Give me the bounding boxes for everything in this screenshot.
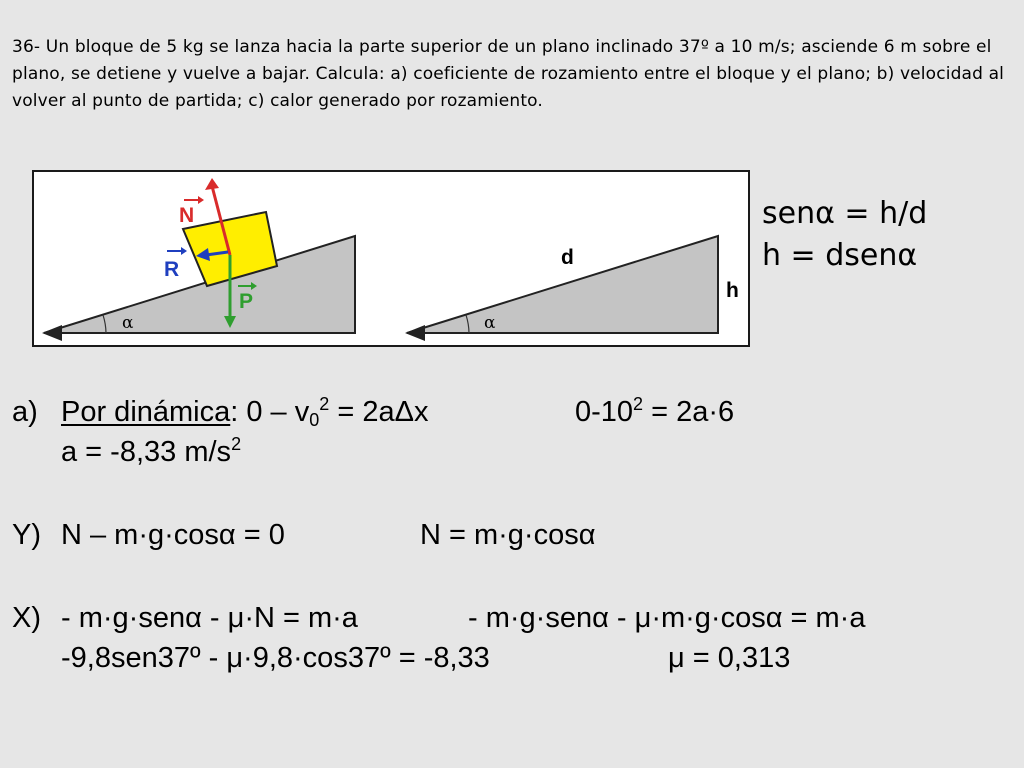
formula-sine-definition: senα = h/d — [762, 196, 928, 231]
hypotenuse-label: d — [561, 246, 574, 269]
acceleration-unit-exponent: 2 — [231, 434, 242, 454]
formula-height: h = dsenα — [762, 238, 918, 273]
part-a-result — [61, 436, 241, 469]
acceleration-value: a = -8,33 m/s — [61, 436, 232, 468]
x-axis-equation: - m·g·senα - μ·N = m·a — [61, 602, 358, 634]
x-axis-marker: X) — [12, 602, 41, 634]
part-a-equation — [61, 396, 428, 429]
kinematics-rhs: = 2aΔx — [329, 396, 429, 428]
substitution-rhs: = 2a·6 — [643, 396, 735, 428]
incline-figure — [32, 170, 750, 347]
substitution-lhs: 0-10 — [575, 396, 634, 428]
y-axis-equation: N – m·g·cosα = 0 — [61, 519, 285, 551]
substitution-exponent: 2 — [633, 394, 644, 414]
problem-statement: 36- Un bloque de 5 kg se lanza hacia la parte superior de un plano inclinado 37º a 10 m/s; asciende 6 m sobre el plano, se detiene y vuelve a bajar. Calcula: a) coeficiente de rozamiento entre el bloque y el plano; b) velocidad al volver al punto de partida; c) calor generado por rozamiento. — [12, 37, 1005, 111]
normal-force-arrowhead — [205, 178, 219, 190]
initial-velocity-subscript: 0 — [309, 410, 320, 430]
x-axis-numeric-equation: -9,8sen37º - μ·9,8·cos37º = -8,33 — [61, 642, 490, 674]
incline-diagrams-svg — [34, 172, 748, 345]
angle-label-left: α — [122, 313, 134, 333]
height-label: h — [726, 279, 739, 302]
initial-velocity-exponent: 2 — [319, 394, 330, 414]
friction-vector-bar-tip — [181, 247, 187, 255]
y-axis-marker: Y) — [12, 519, 41, 551]
weight-label: P — [239, 290, 254, 313]
x-axis-expanded-equation: - m·g·senα - μ·m·g·cosα = m·a — [468, 602, 866, 634]
part-a-substitution — [575, 396, 734, 429]
normal-force-equation: N = m·g·cosα — [420, 519, 596, 551]
kinematics-lhs: 0 – v — [246, 396, 310, 428]
normal-force-label: N — [179, 204, 195, 227]
friction-force-label: R — [164, 258, 180, 281]
normal-vector-bar-tip — [198, 196, 204, 204]
angle-label-right: α — [484, 313, 496, 333]
part-a-title: Por dinámica — [61, 396, 231, 428]
friction-coefficient-result: μ = 0,313 — [668, 642, 791, 674]
part-a-colon: : — [230, 396, 239, 428]
part-a-marker: a) — [12, 396, 38, 428]
